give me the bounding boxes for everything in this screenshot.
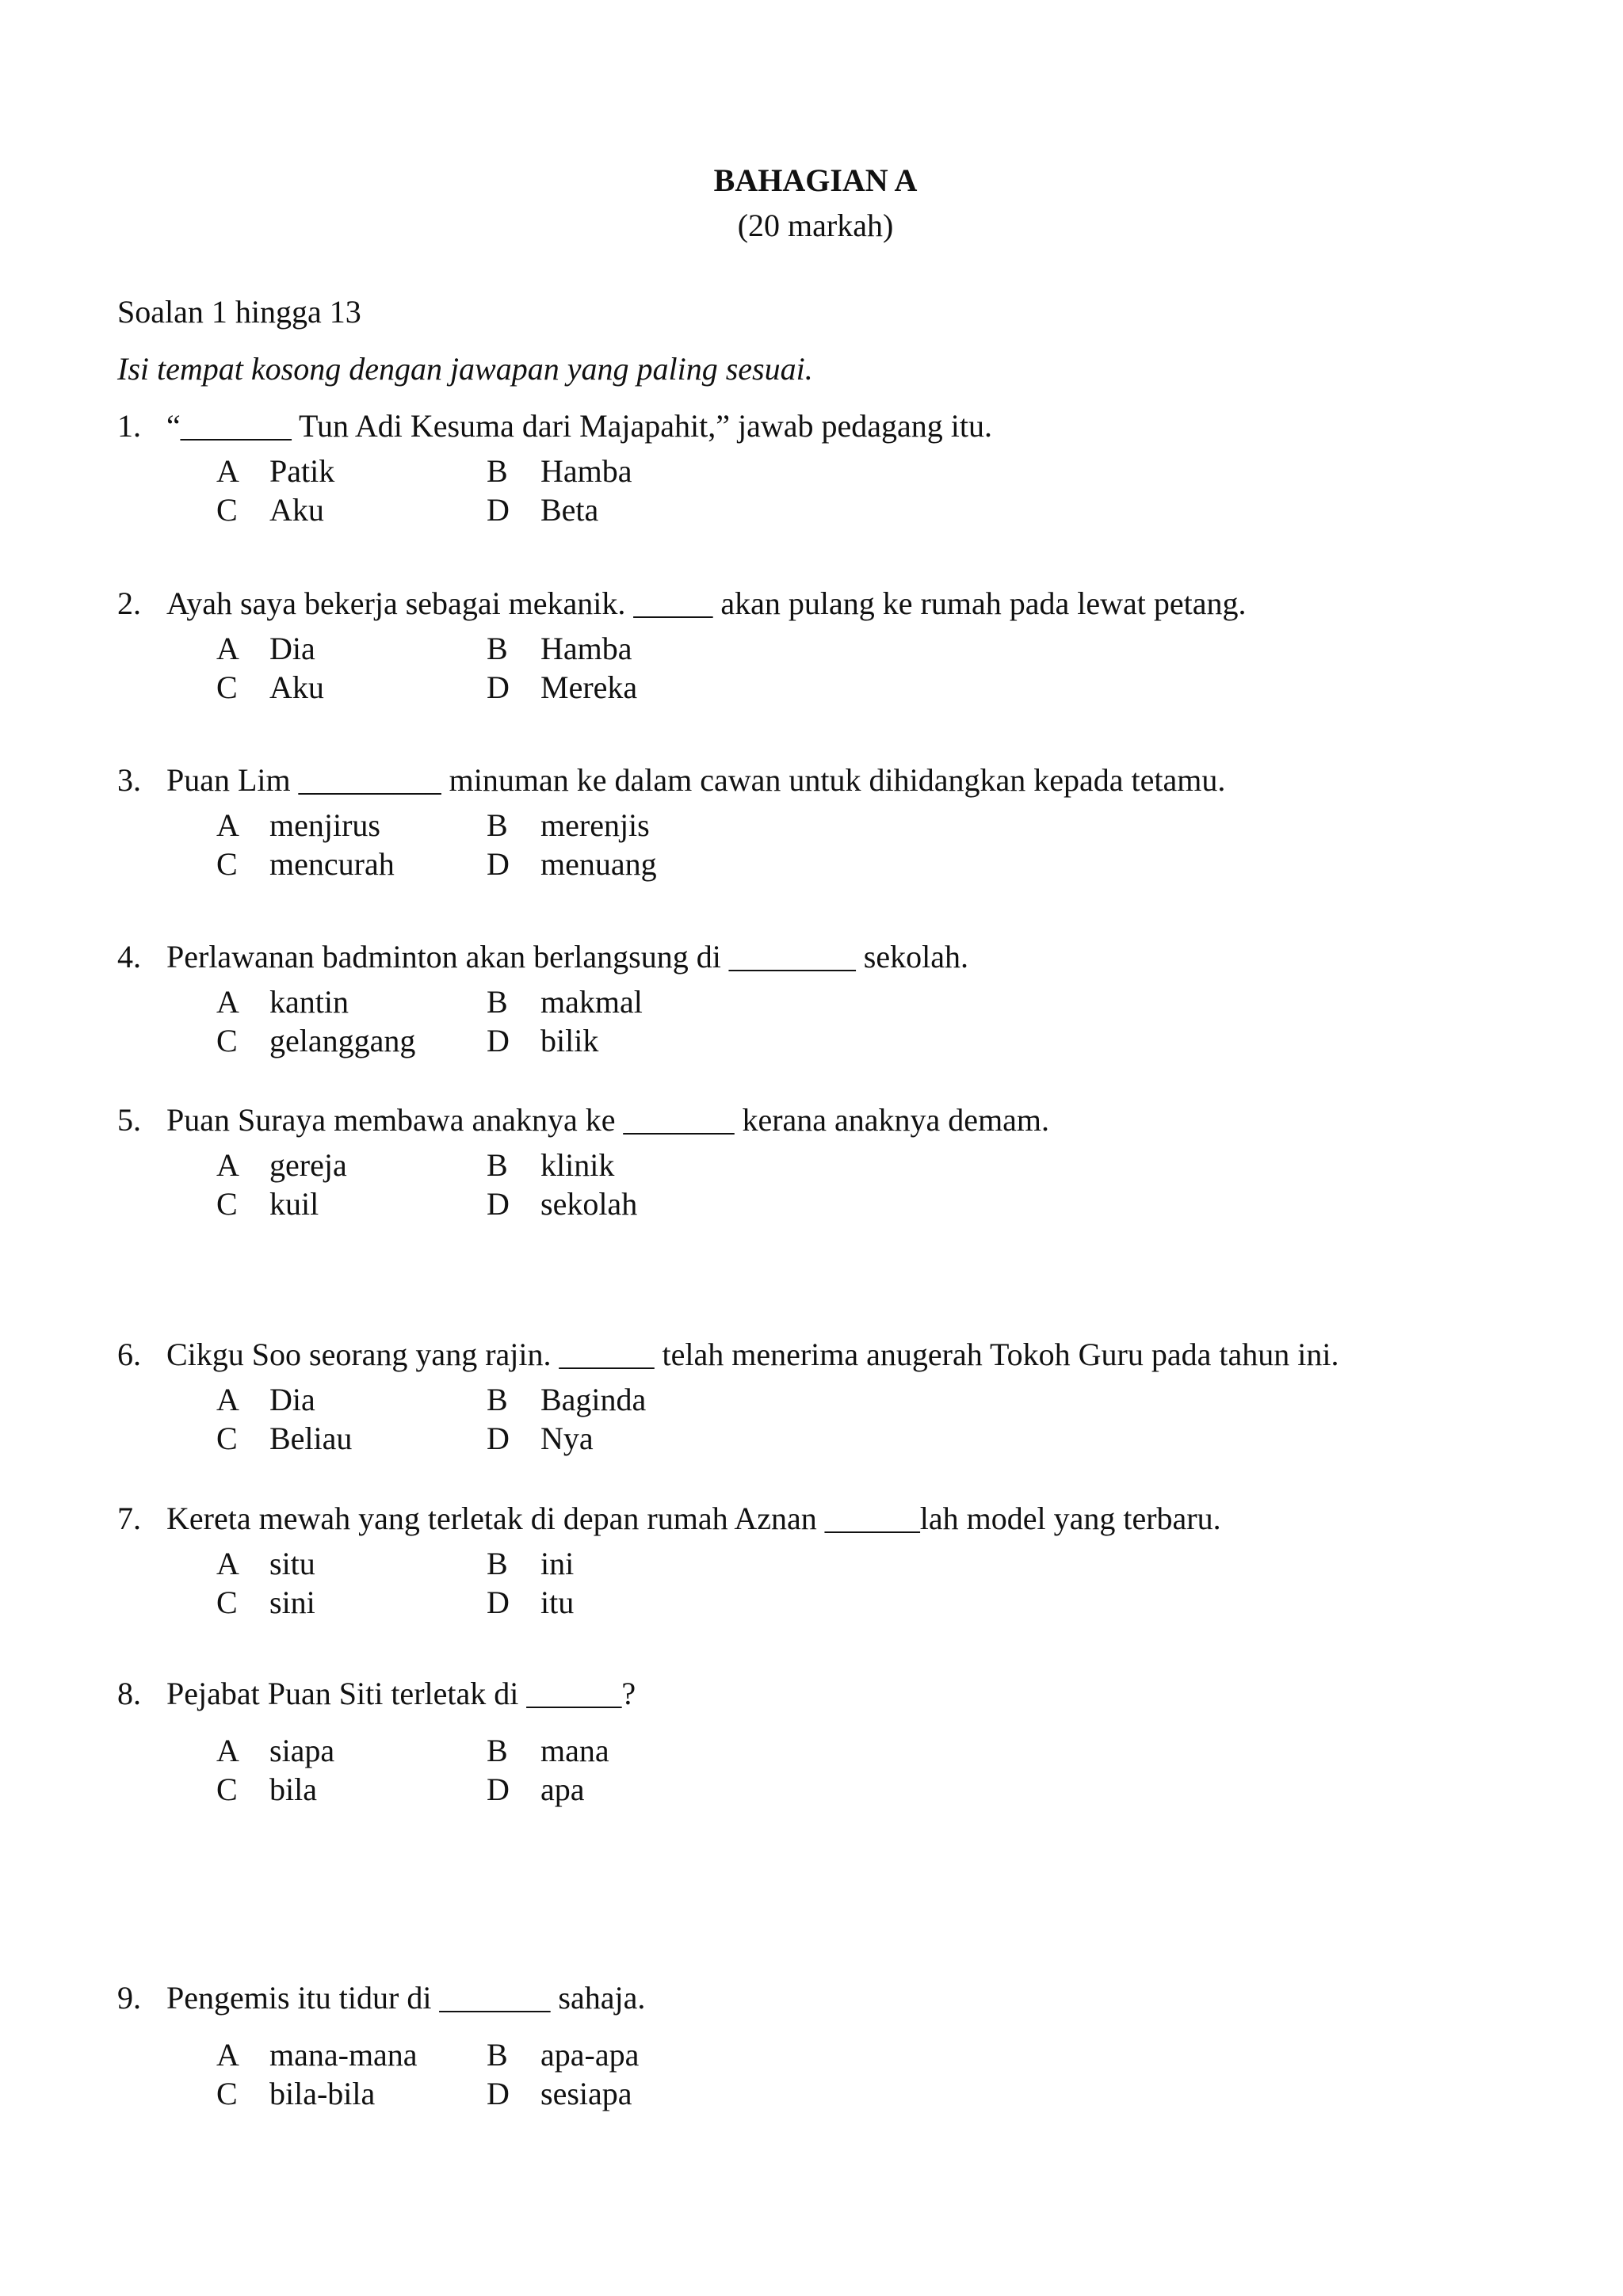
question-number: 2.	[117, 585, 141, 621]
question-number: 5.	[117, 1102, 141, 1138]
option-text: gelanggang	[269, 1023, 416, 1058]
option-text: ini	[540, 1546, 575, 1581]
option-text: menjirus	[269, 807, 380, 843]
question-text: Pejabat Puan Siti terletak di ______?	[166, 1676, 636, 1711]
option-text: Beta	[540, 492, 599, 528]
option-text: Aku	[269, 669, 324, 705]
option-letter: A	[216, 984, 239, 1020]
question-text: Kereta mewah yang terletak di depan rumah Aznan ______lah model yang terbaru.	[166, 1501, 1221, 1536]
option-text: bilik	[540, 1023, 599, 1058]
option-letter: A	[216, 1382, 239, 1417]
option-text: apa-apa	[540, 2037, 640, 2073]
option-letter: D	[487, 846, 510, 882]
option-text: bila-bila	[269, 2076, 376, 2111]
option-letter: A	[216, 631, 239, 666]
option-text: sekolah	[540, 1186, 638, 1222]
option-text: bila	[269, 1772, 317, 1807]
option-letter: A	[216, 453, 239, 489]
option-text: Baginda	[540, 1382, 647, 1417]
question-text: Perlawanan badminton akan berlangsung di ________ sekolah.	[166, 939, 968, 974]
option-letter: B	[487, 807, 508, 843]
option-text: Dia	[269, 631, 315, 666]
question-range: Soalan 1 hingga 13	[117, 294, 361, 330]
option-text: Dia	[269, 1382, 315, 1417]
option-letter: B	[487, 1147, 508, 1183]
option-letter: C	[216, 1186, 238, 1222]
option-letter: D	[487, 492, 510, 528]
option-text: makmal	[540, 984, 643, 1020]
option-text: Hamba	[540, 453, 632, 489]
option-letter: C	[216, 1585, 238, 1620]
option-text: menuang	[540, 846, 657, 882]
option-letter: D	[487, 669, 510, 705]
option-text: Nya	[540, 1421, 594, 1456]
option-letter: B	[487, 984, 508, 1020]
question-text: “_______ Tun Adi Kesuma dari Majapahit,” jawab pedagang itu.	[166, 408, 993, 444]
question-number: 1.	[117, 408, 141, 444]
option-letter: D	[487, 1186, 510, 1222]
option-letter: D	[487, 1585, 510, 1620]
option-letter: D	[487, 1421, 510, 1456]
option-letter: A	[216, 1733, 239, 1768]
option-letter: A	[216, 807, 239, 843]
option-letter: C	[216, 1023, 238, 1058]
option-text: mana-mana	[269, 2037, 418, 2073]
option-text: itu	[540, 1585, 575, 1620]
option-letter: D	[487, 2076, 510, 2111]
option-text: Mereka	[540, 669, 638, 705]
option-letter: C	[216, 1421, 238, 1456]
question-number: 9.	[117, 1980, 141, 2016]
option-text: kuil	[269, 1186, 319, 1222]
option-text: Patik	[269, 453, 335, 489]
option-letter: B	[487, 1546, 508, 1581]
option-text: klinik	[540, 1147, 615, 1183]
option-letter: B	[487, 1382, 508, 1417]
option-letter: B	[487, 2037, 508, 2073]
question-text: Puan Lim _________ minuman ke dalam cawan untuk dihidangkan kepada tetamu.	[166, 762, 1226, 798]
option-text: mencurah	[269, 846, 395, 882]
option-text: Beliau	[269, 1421, 353, 1456]
section-marks: (20 markah)	[737, 208, 894, 243]
option-text: siapa	[269, 1733, 335, 1768]
question-number: 6.	[117, 1337, 141, 1372]
question-number: 7.	[117, 1501, 141, 1536]
option-text: situ	[269, 1546, 315, 1581]
question-text: Pengemis itu tidur di _______ sahaja.	[166, 1980, 646, 2016]
option-letter: C	[216, 492, 238, 528]
option-text: kantin	[269, 984, 349, 1020]
question-text: Ayah saya bekerja sebagai mekanik. _____ akan pulang ke rumah pada lewat petang.	[166, 585, 1247, 621]
option-text: sesiapa	[540, 2076, 632, 2111]
section-title: BAHAGIAN A	[713, 162, 918, 198]
question-number: 4.	[117, 939, 141, 974]
option-text: mana	[540, 1733, 609, 1768]
option-text: Hamba	[540, 631, 632, 666]
option-letter: A	[216, 1147, 239, 1183]
option-text: gereja	[269, 1147, 347, 1183]
option-letter: D	[487, 1023, 510, 1058]
option-letter: D	[487, 1772, 510, 1807]
question-text: Cikgu Soo seorang yang rajin. ______ telah menerima anugerah Tokoh Guru pada tahun ini.	[166, 1337, 1339, 1372]
question-text: Puan Suraya membawa anaknya ke _______ kerana anaknya demam.	[166, 1102, 1050, 1138]
option-letter: C	[216, 2076, 238, 2111]
question-number: 3.	[117, 762, 141, 798]
option-letter: B	[487, 1733, 508, 1768]
question-number: 8.	[117, 1676, 141, 1711]
option-letter: B	[487, 453, 508, 489]
option-letter: A	[216, 2037, 239, 2073]
option-text: merenjis	[540, 807, 650, 843]
option-letter: C	[216, 846, 238, 882]
option-text: Aku	[269, 492, 324, 528]
option-text: apa	[540, 1772, 585, 1807]
instruction: Isi tempat kosong dengan jawapan yang paling sesuai.	[117, 351, 813, 387]
option-letter: A	[216, 1546, 239, 1581]
option-letter: B	[487, 631, 508, 666]
option-text: sini	[269, 1585, 315, 1620]
option-letter: C	[216, 1772, 238, 1807]
option-letter: C	[216, 669, 238, 705]
